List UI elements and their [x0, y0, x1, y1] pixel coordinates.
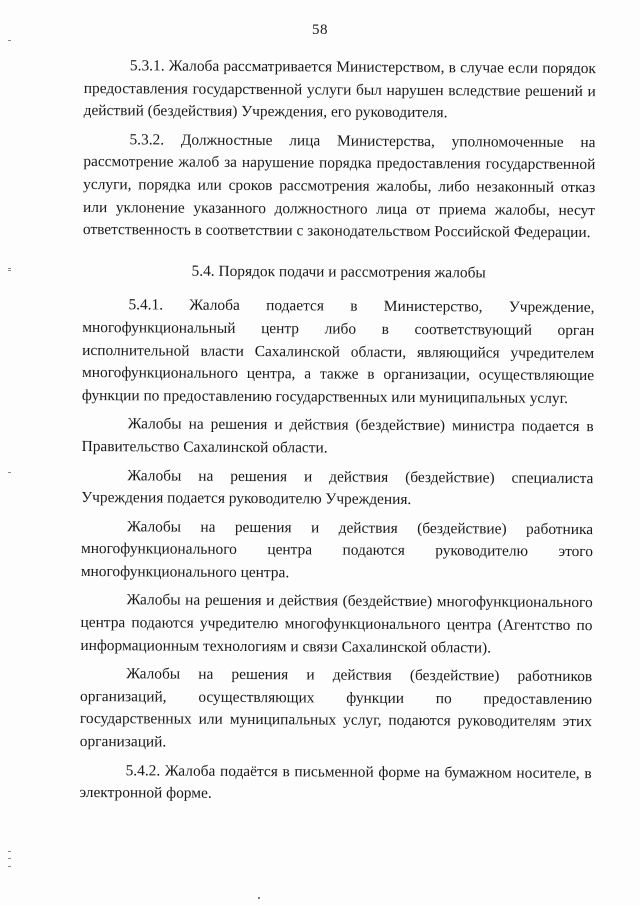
- paragraph-5-4-2: 5.4.2. Жалоба подаётся в письменной форме на бумажном носителе, в электронной форме.: [79, 761, 592, 803]
- scan-artifact: [8, 851, 11, 852]
- scan-artifact: [8, 40, 11, 41]
- paragraph-5-3-1: 5.3.1. Жалоба рассматривается Министерством, в случае если порядок предоставления государственной услуги был нарушен вследствие решений и действий (бездействия) Учреждения, его руководителя.: [83, 57, 596, 122]
- scan-artifact: [258, 897, 260, 899]
- scan-artifact: [8, 472, 11, 473]
- document-body: [79, 55, 596, 808]
- page-number: 58: [312, 22, 328, 38]
- scan-artifact: [8, 858, 11, 859]
- paragraph-5-4-1: 5.4.1. Жалоба подается в Министерство, Учреждение, многофункциональный центр либо в соответствующий орган исполнительной власти Сахалинской области, являющийся учредителем многофункционального центра, а также в организации, осуществляющие функции по предоставлению государственных или муниципальных услуг.: [81, 296, 595, 407]
- scan-artifact: [8, 268, 11, 269]
- paragraph-mfc-complaints: Жалобы на решения и действия (бездействие) многофункционального центра подаются учредителю многофункционального центра (Агентство по информационным технологиям и связи Сахалинской области).: [80, 591, 593, 657]
- paragraph-minister-complaints: Жалобы на решения и действия (бездействие) министра подается в Правительство Сахалинской области.: [81, 415, 594, 457]
- scan-artifact: [8, 866, 11, 867]
- paragraph-specialist-complaints: Жалобы на решения и действия (бездействие) специалиста Учреждения подается руководителю Учреждения.: [81, 466, 594, 509]
- section-heading-5-4: 5.4. Порядок подачи и рассмотрения жалобы: [191, 262, 486, 282]
- paragraph-organization-complaints: Жалобы на решения и действия (бездействие) работников организаций, осуществляющих функции по предоставлению государственных или муниципальных услуг, подаются руководителям этих организаций.: [79, 665, 593, 751]
- scan-artifact: [8, 270, 11, 271]
- paragraph-5-3-2: 5.3.2. Должностные лица Министерства, уполномоченные на рассмотрение жалоб за нарушение порядка предоставления государственной услуги, порядка или сроков рассмотрения жалобы, либо незаконный отказ или уклонение указанного должностного лица от приема жалобы, несут ответственность в соответствии с законодательством Российской Федерации.: [82, 131, 596, 242]
- paragraph-mfc-worker-complaints: Жалобы на решения и действия (бездействие) работника многофункционального центра подаются руководителю этого многофункционального центра.: [80, 517, 594, 582]
